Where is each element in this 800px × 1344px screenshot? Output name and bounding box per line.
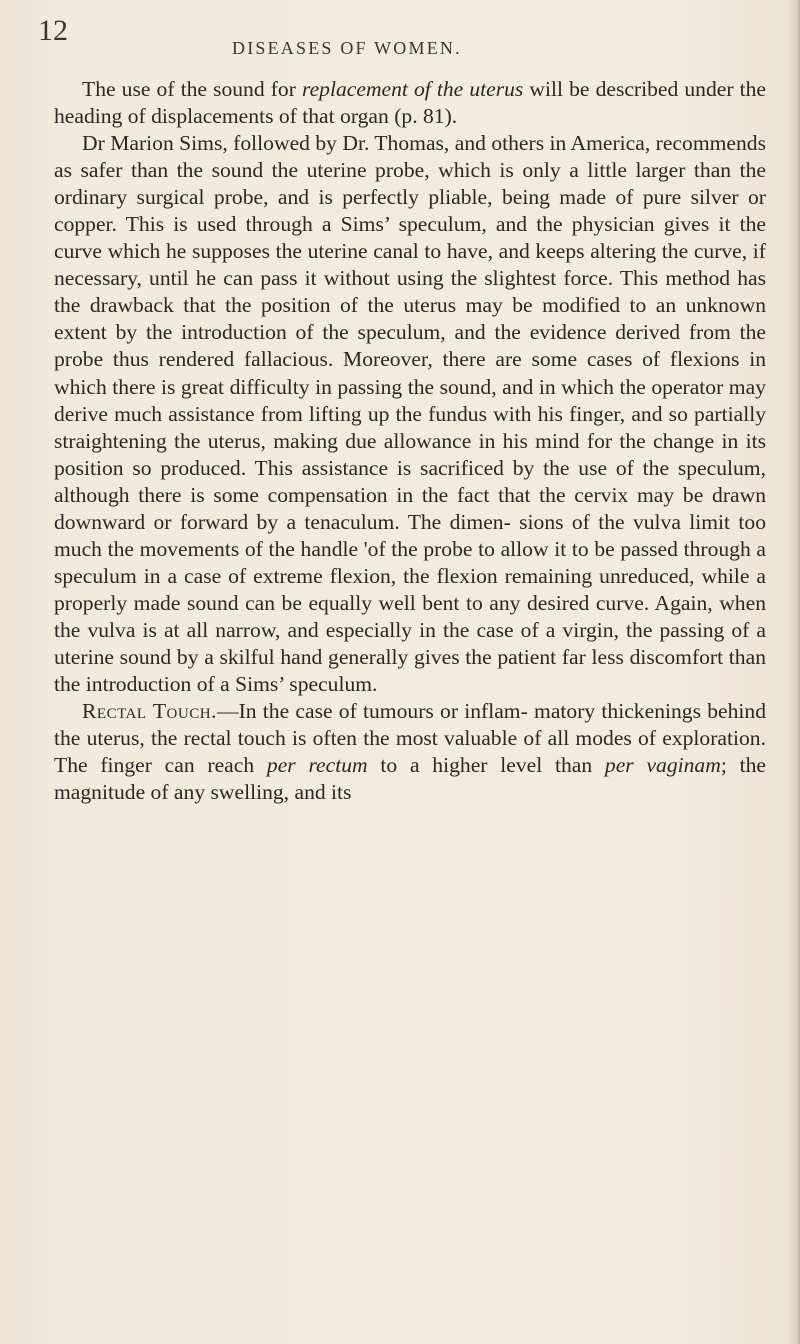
paragraph-uterine-probe	[54, 130, 766, 698]
italic-run: per vaginam	[604, 753, 721, 778]
section-heading-rectal-touch: Rectal Touch.	[82, 699, 217, 724]
text-run: to a higher level than	[367, 753, 605, 778]
text-run: will be described under the heading of displacements of that organ (p. 81).	[54, 77, 767, 129]
running-head: DISEASES OF WOMEN.	[232, 38, 462, 58]
text-run: Dr Marion Sims, followed by Dr. Thomas, and others in America, recommends as safer than the sound the uterine probe, which is only a little larger than the ordinary surgical probe, and is perfectly pliable, being made of pure silver or copper. This is used through a Sims’ speculum, and the physician gives it the curve which he supposes the uterine canal to have, and keeps altering the curve, if necessary, until he can pass it without using the slightest force. This method has the drawback that the position of the uterus may be modified to an unknown extent by the introduction of the speculum, and the evidence derived from the probe thus rendered fallacious. Moreover, there are some cases of flexions in which there is great difficulty in passing the sound, and in which the operator may derive much assistance from lifting up the fundus with his finger, and so partially straightening the uterus, making due allowance in his mind for the change in its position so produced. This assistance is sacrificed by the use of the speculum, although there is some compensation in the fact that the cervix may be drawn downward or forward by a tenaculum. The dimen- sions of the vulva limit too much the movements of the handle 'of the probe to allow it to be passed through a speculum in a case of extreme flexion, the flexion remaining unreduced, while a properly made sound can be equally well bent to any desired curve. Again, when the vulva is at all narrow, and especially in the case of a virgin, the passing of a uterine sound by a skilful hand generally gives the patient far less discomfort than the introduction of a Sims’ speculum.	[54, 131, 766, 697]
text-run: —In the case of tumours or inflam- matory thickenings behind the uterus, the rectal touch is often the most valuable of all modes of exploration. The finger can reach	[54, 699, 766, 778]
paragraph-sound-replacement	[54, 76, 766, 130]
page-edge-shadow	[786, 0, 800, 1344]
body-text	[54, 76, 766, 806]
paragraph-rectal-touch	[54, 698, 766, 806]
italic-run: per rectum	[266, 753, 368, 778]
page-number: 12	[38, 14, 68, 47]
text-run: The use of the sound for	[82, 77, 302, 101]
text-run: ; the magnitude of any swelling, and its	[54, 753, 766, 805]
italic-run: replacement of the uterus	[302, 77, 524, 101]
